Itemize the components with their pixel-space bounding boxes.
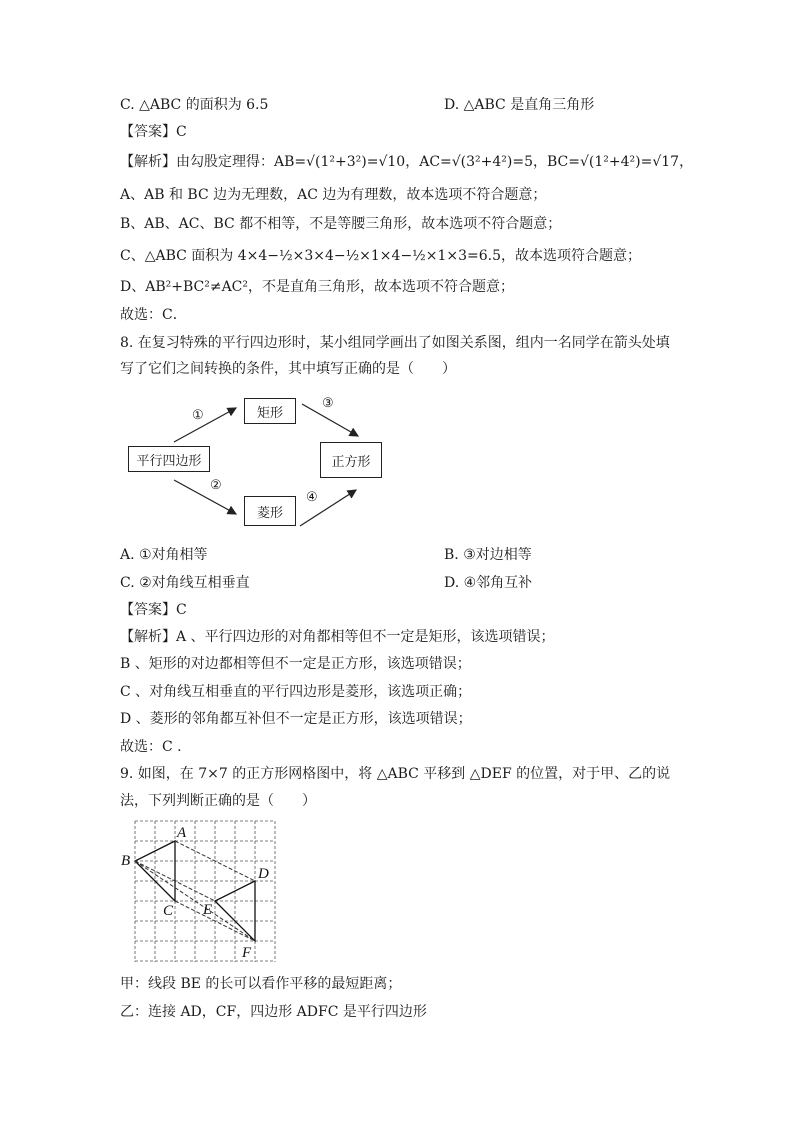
label-d: D — [258, 866, 269, 882]
q7-option-c: C. △ABC 的面积为 6.5 — [120, 97, 269, 113]
q8-stem-line1: 8. 在复习特殊的平行四边形时，某小组同学画出了如图关系图，组内一名同学在箭头处填 — [120, 335, 670, 351]
label-a: A — [177, 825, 187, 841]
label-e: E — [203, 902, 213, 918]
q9-stem-line1: 9. 如图，在 7×7 的正方形网格图中，将 △ABC 平移到 △DEF 的位置，对于甲、乙的说 — [120, 766, 671, 782]
q8-option-c: C. ②对角线互相垂直 — [120, 575, 250, 591]
q8-analysis-line2: B 、矩形的对边都相等但不一定是正方形，该选项错误； — [120, 656, 471, 672]
arrow-3-label: ③ — [322, 396, 334, 411]
q7-analysis-line4: C、△ABC 面积为 4×4−½×3×4−½×1×4−½×1×3=6.5，故本选项符合题意； — [120, 248, 642, 264]
q7-option-d: D. △ABC 是直角三角形 — [444, 97, 595, 113]
q8-option-d: D. ④邻角互补 — [444, 575, 533, 591]
q9-statement-yi: 乙：连接 AD，CF，四边形 ADFC 是平行四边形 — [120, 1004, 427, 1020]
q8-stem-line2: 写了它们之间转换的条件，其中填写正确的是（ ） — [120, 361, 456, 377]
arrow-2 — [174, 480, 236, 514]
q7-conclusion: 故选：C． — [120, 307, 187, 323]
arrow-2-label: ② — [210, 478, 222, 493]
q9-stem-line2: 法，下列判断正确的是（ ） — [120, 793, 316, 809]
q7-analysis-line5: D、AB²+BC²≠AC²，不是直角三角形，故本选项不符合题意； — [120, 279, 515, 295]
q9-statement-jia: 甲：线段 BE 的长可以看作平移的最短距离； — [120, 976, 402, 992]
q8-analysis-line3: C 、对角线互相垂直的平行四边形是菱形，该选项正确； — [120, 684, 472, 700]
q7-analysis-line1: 【解析】由勾股定理得：AB=√(1²+3²)=√10，AC=√(3²+4²)=5，BC=√(1²+4²)=√17， — [120, 154, 694, 170]
q8-answer: 【答案】C — [120, 602, 187, 618]
relationship-diagram — [120, 390, 420, 530]
q8-analysis-line1: 【解析】A 、平行四边形的对角都相等但不一定是矩形，该选项错误； — [120, 629, 555, 645]
grid-figure — [118, 815, 288, 965]
label-b: B — [121, 853, 131, 869]
q8-analysis-line4: D 、菱形的邻角都互补但不一定是正方形，该选项错误； — [120, 711, 472, 727]
parallelogram-box: 平行四边形 — [128, 446, 210, 472]
q8-option-a: A. ①对角相等 — [120, 547, 208, 563]
q8-option-b: B. ③对边相等 — [444, 547, 532, 563]
arrow-1-label: ① — [192, 408, 204, 423]
arrow-4-label: ④ — [306, 490, 318, 505]
q7-analysis-line2: A、AB 和 BC 边为无理数，AC 边为有理数，故本选项不符合题意； — [120, 187, 547, 203]
rectangle-box: 矩形 — [244, 398, 296, 424]
q7-analysis-line3: B、AB、AC、BC 都不相等，不是等腰三角形，故本选项不符合题意； — [120, 216, 562, 232]
arrow-1 — [174, 408, 236, 442]
label-f: F — [242, 945, 252, 961]
label-c: C — [163, 903, 174, 919]
rhombus-box: 菱形 — [244, 496, 296, 526]
q8-conclusion: 故选：C . — [120, 739, 182, 755]
square-box: 正方形 — [320, 442, 382, 478]
q7-answer: 【答案】C — [120, 124, 187, 140]
